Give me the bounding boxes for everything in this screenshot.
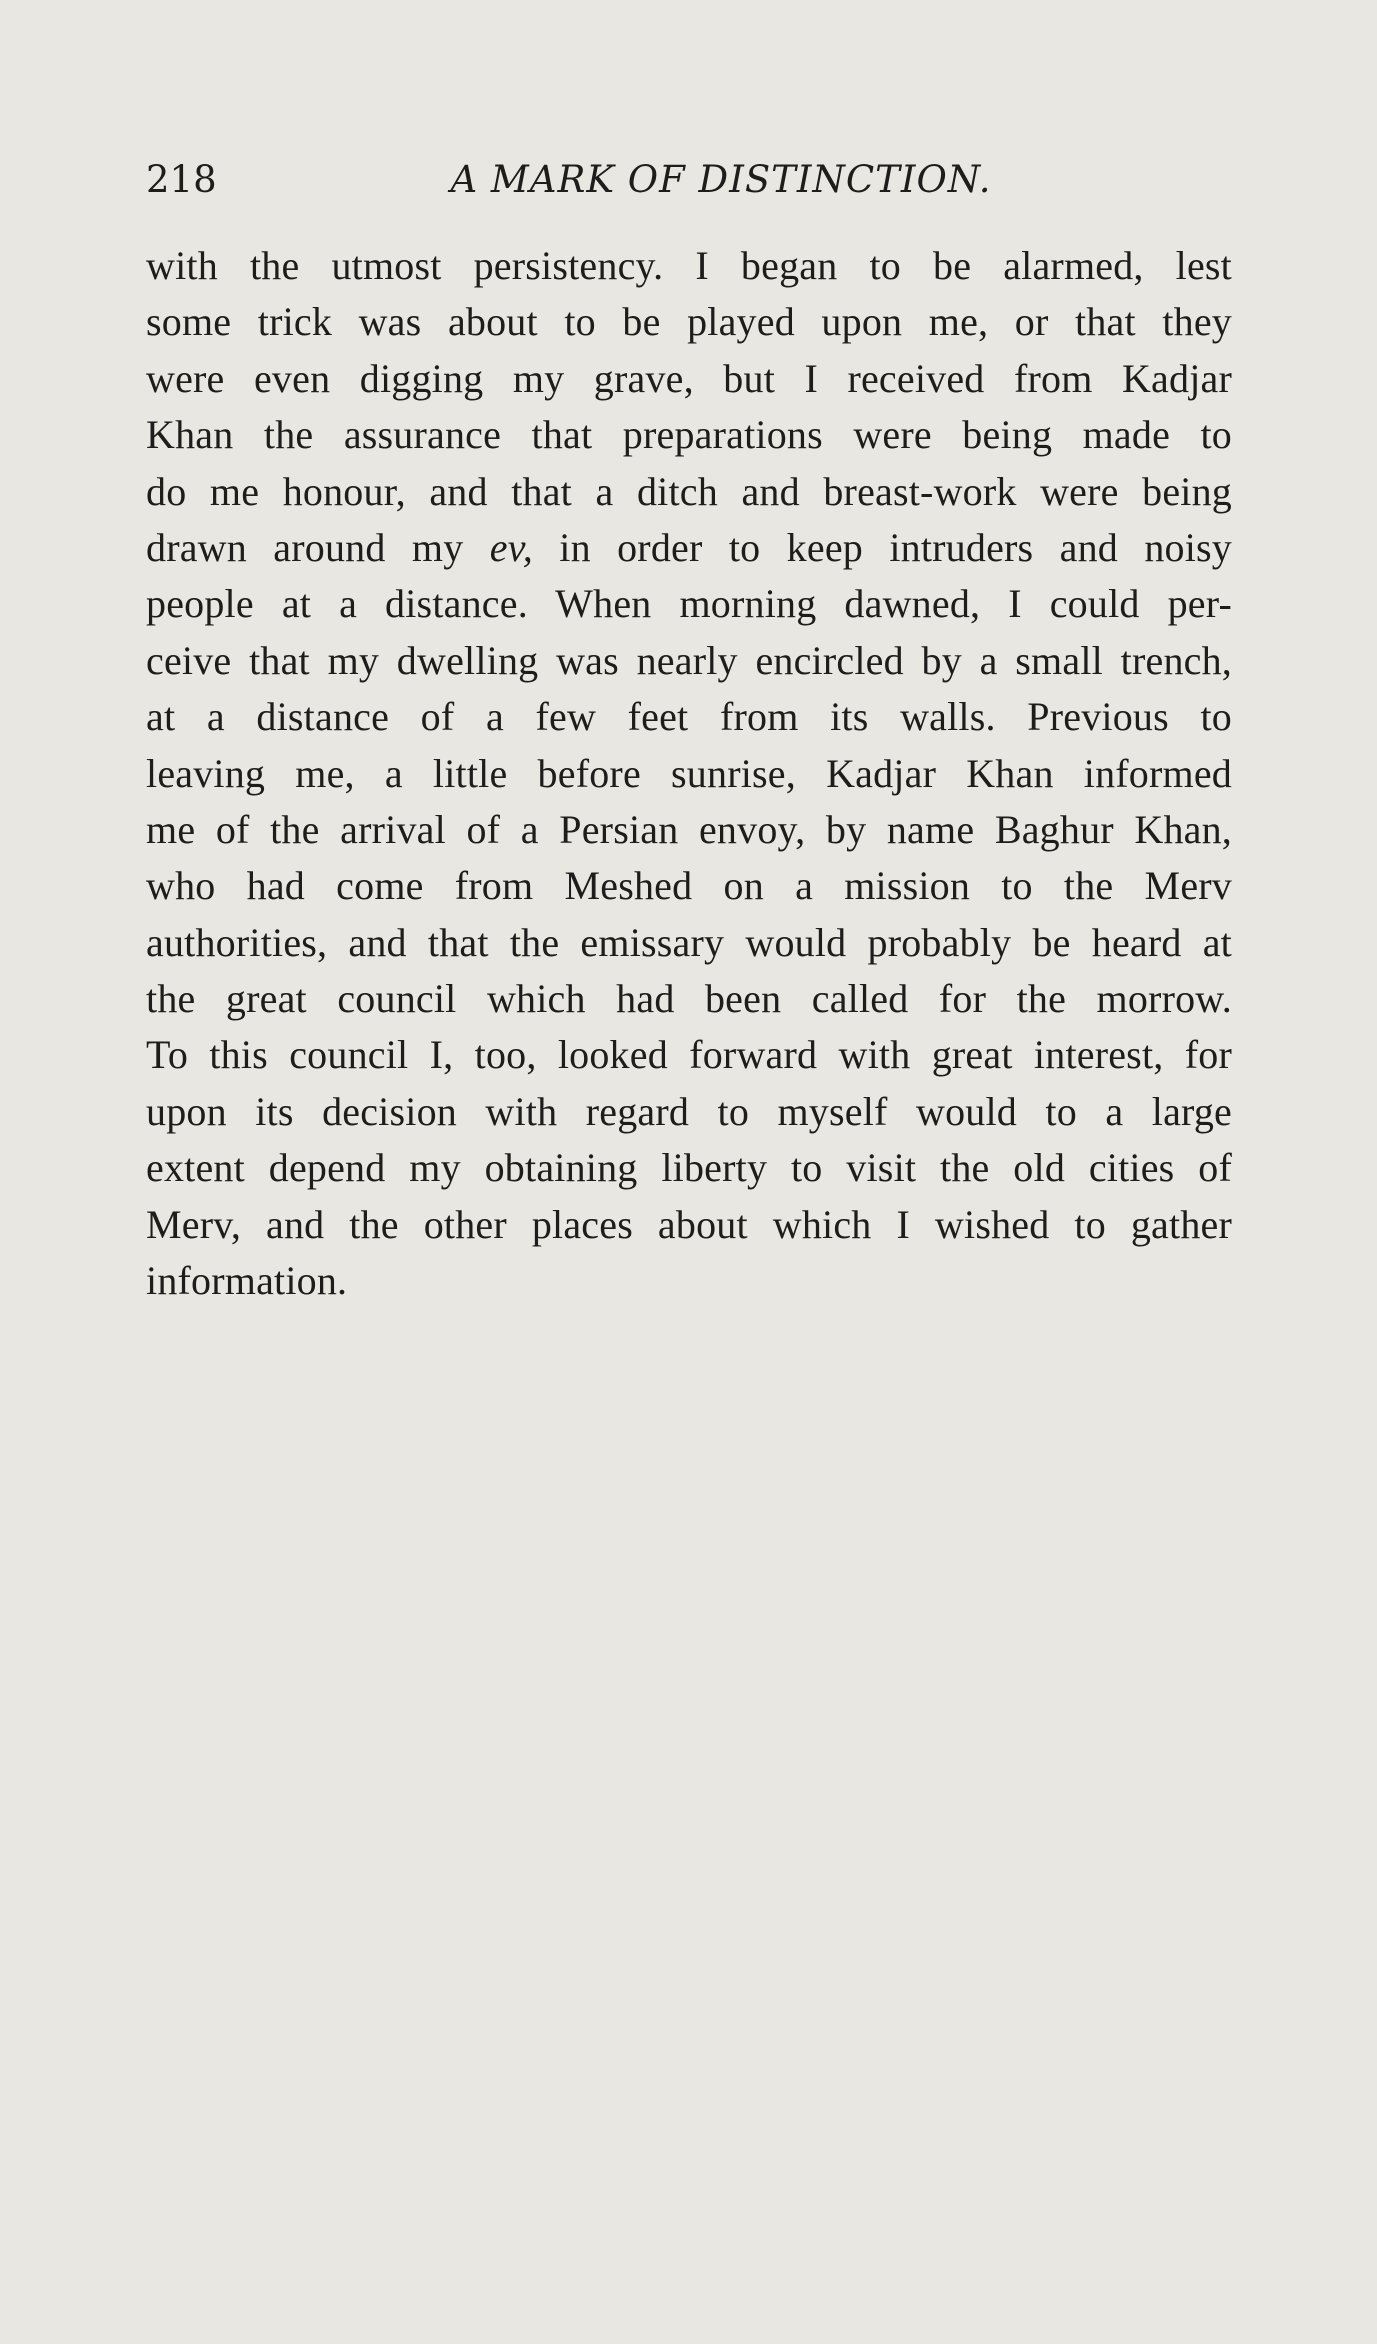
text-line <box>146 520 1232 576</box>
text-line: extent depend my obtaining liberty to visit the old cities of <box>146 1145 1232 1191</box>
body-text <box>146 238 1232 1309</box>
text-line: upon its decision with regard to myself would to a large <box>146 1088 1232 1134</box>
text-line: authorities, and that the emissary would probably be heard at <box>146 919 1232 965</box>
text-line: do me honour, and that a ditch and breast-work were being <box>146 468 1232 514</box>
running-head <box>146 154 1232 206</box>
italic-word: ev, <box>489 524 533 570</box>
text-line: information. <box>146 1258 348 1304</box>
text-line: To this council I, too, looked forward with great interest, for <box>146 1032 1232 1078</box>
text-line: Khan the assurance that preparations were being made to <box>146 412 1232 458</box>
text-line: the great council which had been called for the morrow. <box>146 976 1232 1022</box>
text-line: people at a distance. When morning dawned, I could per- <box>146 581 1232 627</box>
text-line: some trick was about to be played upon me, or that they <box>146 299 1232 345</box>
text-line: ceive that my dwelling was nearly encircled by a small trench, <box>146 637 1232 683</box>
text-line: who had come from Meshed on a mission to the Merv <box>146 863 1232 909</box>
text-line: at a distance of a few feet from its walls. Previous to <box>146 694 1232 740</box>
text-line: with the utmost persistency. I began to be alarmed, lest <box>146 243 1232 288</box>
page-number: 218 <box>146 158 217 201</box>
text-line: me of the arrival of a Persian envoy, by name Baghur Khan, <box>146 806 1232 852</box>
text-line: Merv, and the other places about which I wished to gather <box>146 1201 1232 1247</box>
text-fragment: in order to keep intruders and noisy <box>559 524 1233 570</box>
text-line: leaving me, a little before sunrise, Kadjar Khan informed <box>146 750 1232 796</box>
text-line: were even digging my grave, but I received from Kadjar <box>146 355 1232 401</box>
running-title: A MARK OF DISTINCTION. <box>450 158 992 201</box>
text-fragment: drawn around my <box>146 524 464 570</box>
